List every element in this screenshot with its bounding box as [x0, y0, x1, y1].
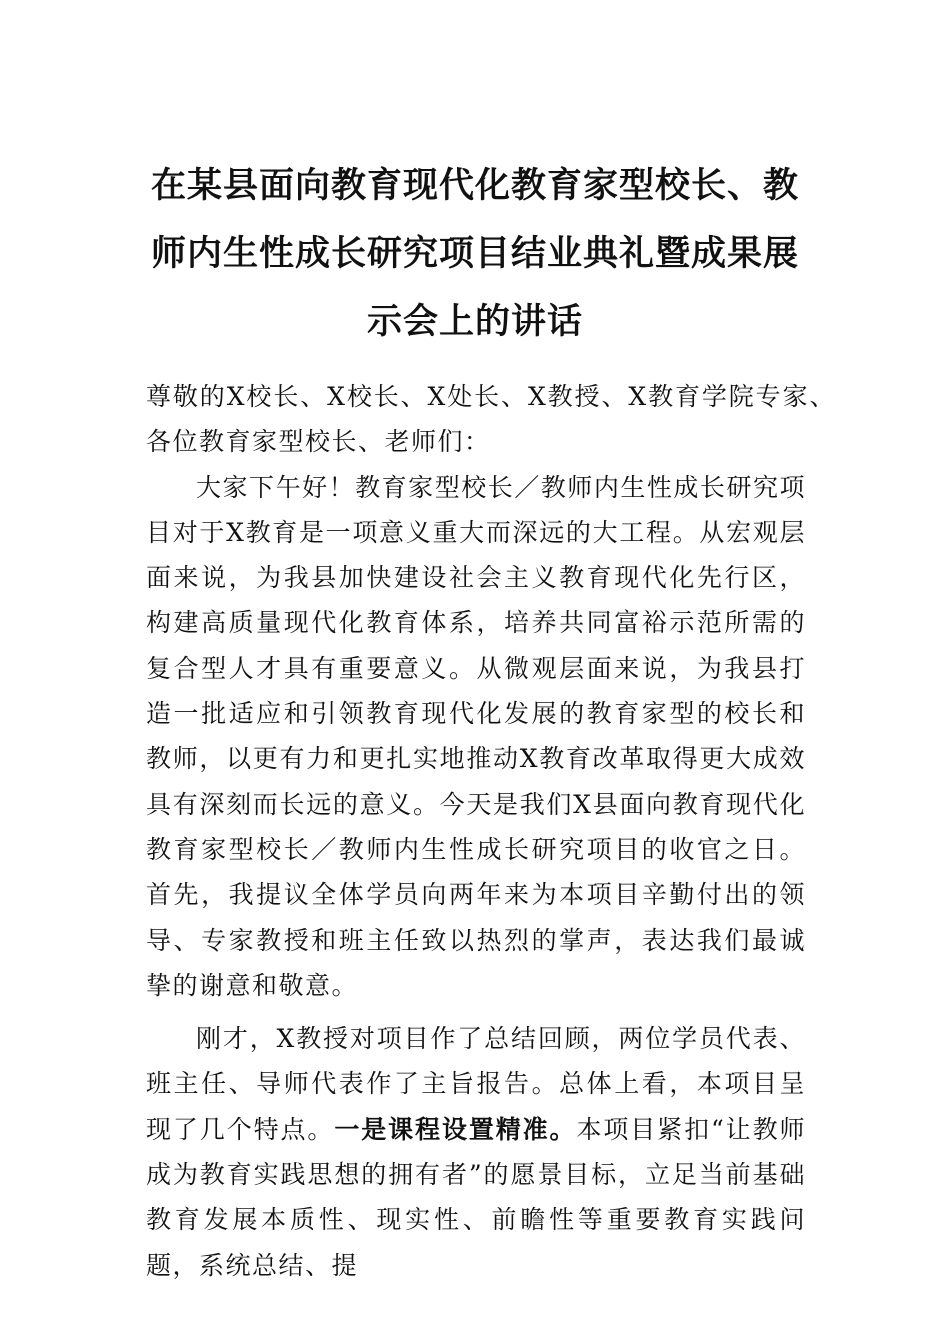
title-line-1: 在某县面向教育现代化教育家型校长、教 [150, 165, 799, 206]
document-body [146, 374, 836, 1288]
paragraph-2 [146, 1016, 806, 1288]
paragraph-2-emphasis: 一是课程设置精准。 [334, 1114, 577, 1144]
paragraph-2-continuation: 本项目紧扣“让教师成为教育实践思想的拥有者”的愿景目标，立足当前基础教育发展本质性、现实性、前瞻性等重要教育实践问题，系统总结、提 [146, 1114, 806, 1280]
paragraph-1: 大家下午好！教育家型校长／教师内生性成长研究项目对于X教育是一项意义重大而深远的大工程。从宏观层面来说，为我县加快建设社会主义教育现代化先行区，构建高质量现代化教育体系，培养共同富裕示范所需的复合型人才具有重要意义。从微观层面来说，为我县打造一批适应和引领教育现代化发展的教育家型的校长和教师，以更有力和更扎实地推动X教育改革取得更大成效具有深刻而长远的意义。今天是我们X县面向教育现代化教育家型校长／教师内生性成长研究项目的收官之日。首先，我提议全体学员向两年来为本项目辛勤付出的领导、专家教授和班主任致以热烈的掌声，表达我们最诚挚的谢意和敬意。 [146, 472, 806, 1000]
document-title [130, 152, 820, 356]
salutation: 尊敬的X校长、X校长、X处长、X教授、X教育学院专家、各位教育家型校长、老师们： [146, 382, 836, 457]
paragraph-2-intro: 刚才，X教授对项目作了总结回顾，两位学员代表、班主任、导师代表作了主旨报告。总体上看，本项目呈现了几个特点。 [146, 1024, 806, 1144]
title-line-2: 师内生性成长研究项目结业典礼暨成果展 [150, 233, 799, 274]
title-line-3: 示会上的讲话 [366, 301, 583, 342]
paragraph-spacer [146, 1008, 806, 1016]
